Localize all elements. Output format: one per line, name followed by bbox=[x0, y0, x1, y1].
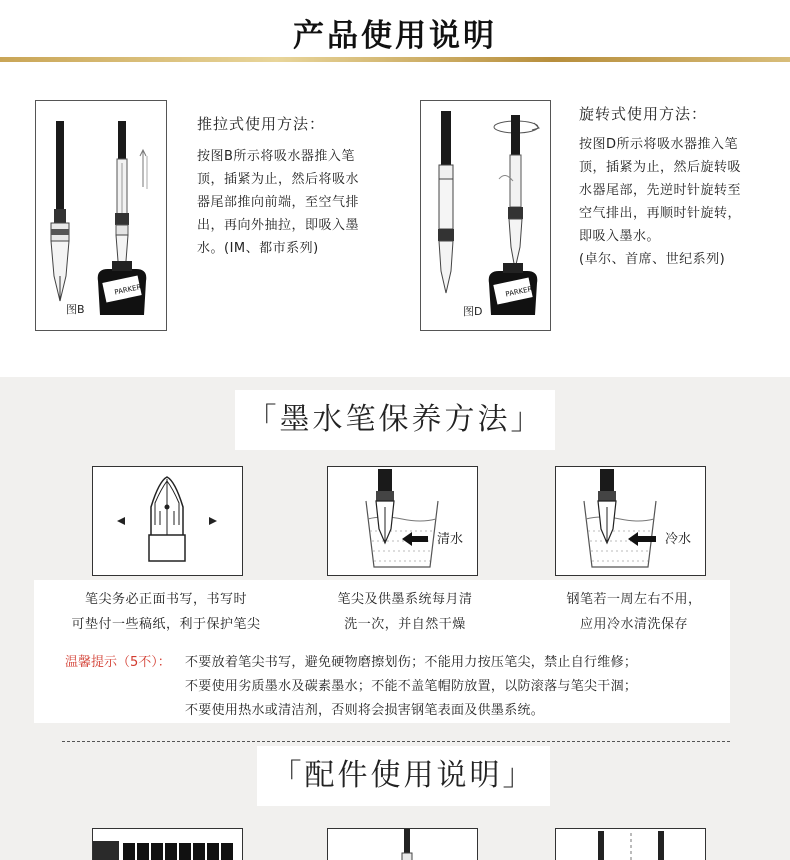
page-header bbox=[0, 0, 790, 62]
accessory-figure-converter-steps bbox=[555, 828, 706, 860]
accessory-figure-ink-cartridges bbox=[92, 828, 243, 860]
figure-d-label: 图D bbox=[463, 305, 483, 318]
arrow-left-pointer-icon bbox=[402, 532, 428, 546]
care-caption-line: 应用冷水清洗保存 bbox=[579, 617, 688, 632]
care-caption-line: 可垫付一些稿纸，利于保护笔尖 bbox=[71, 617, 261, 632]
tip-line: 不要放着笔尖书写，避免硬物磨擦划伤；不能用力按压笔尖，禁止自行维修； bbox=[185, 655, 638, 670]
care-caption-3 bbox=[519, 587, 749, 637]
care-water-label: 清水 bbox=[437, 532, 464, 547]
rotate-desc-line: 顶，插紧为止，然后旋转吸 bbox=[579, 160, 742, 175]
svg-text:PARKER: PARKER bbox=[504, 285, 534, 299]
tips-label: 温馨提示（5不）： bbox=[65, 655, 171, 670]
care-water-label: 冷水 bbox=[665, 532, 692, 547]
push-desc-line: 水。(IM、都市系列) bbox=[197, 241, 319, 256]
care-caption-line: 笔尖务必正面书写，书写时 bbox=[84, 592, 247, 607]
care-caption-line: 钢笔若一周左右不用， bbox=[566, 592, 702, 607]
care-figure-cold-water bbox=[555, 466, 706, 576]
push-desc-line: 顶，插紧为止，然后将吸水 bbox=[197, 172, 360, 187]
rotate-desc-line: 即吸入墨水。 bbox=[579, 229, 661, 244]
accessory-figure-converter bbox=[327, 828, 478, 860]
care-caption-2 bbox=[290, 587, 520, 637]
care-figure-nib-upright bbox=[92, 466, 243, 576]
push-desc-line: 出，再向外抽拉，即吸入墨 bbox=[197, 218, 360, 233]
push-desc-line: 按图B所示将吸水器推入笔 bbox=[197, 149, 355, 164]
page-title: 产品使用说明 bbox=[293, 18, 497, 54]
arrow-right-icon bbox=[209, 517, 217, 525]
dashed-divider bbox=[62, 741, 730, 742]
rotate-method-title: 旋转式使用方法： bbox=[579, 105, 708, 123]
accessories-section-title: 「配件使用说明」 bbox=[257, 746, 550, 806]
care-caption-line: 洗一次，并自然干燥 bbox=[344, 617, 466, 632]
care-caption-1 bbox=[51, 587, 281, 637]
figure-d bbox=[420, 100, 551, 331]
tip-line: 不要使用劣质墨水及碳素墨水；不能不盖笔帽防放置，以防滚落与笔尖干涸； bbox=[185, 679, 638, 694]
rotate-method-desc bbox=[579, 133, 741, 271]
rotate-pen-illustration bbox=[421, 101, 550, 330]
rotate-desc-line: 水器尾部，先逆时针旋转至 bbox=[579, 183, 742, 198]
rotate-desc-line: 按图D所示将吸水器推入笔 bbox=[579, 137, 739, 152]
arrow-left-icon bbox=[117, 517, 125, 525]
push-method-title: 推拉式使用方法： bbox=[197, 115, 326, 133]
care-section-title: 「墨水笔保养方法」 bbox=[235, 390, 555, 450]
tip-line: 不要使用热水或清洁剂，否则将会损害钢笔表面及供墨系统。 bbox=[185, 703, 545, 718]
figure-b-label: 图B bbox=[66, 303, 85, 316]
push-desc-line: 器尾部推向前端，至空气排 bbox=[197, 195, 360, 210]
rotate-desc-line: 空气排出，再顺时针旋转， bbox=[579, 206, 742, 221]
figure-b bbox=[35, 100, 167, 331]
rotate-desc-line: (卓尔、首席、世纪系列) bbox=[579, 252, 726, 267]
care-caption-line: 笔尖及供墨系统每月清 bbox=[337, 592, 473, 607]
gold-divider bbox=[0, 57, 790, 62]
push-method-desc bbox=[197, 145, 359, 260]
svg-text:PARKER: PARKER bbox=[113, 283, 143, 297]
push-pull-pen-illustration bbox=[36, 101, 166, 330]
care-figure-clean-water bbox=[327, 466, 478, 576]
